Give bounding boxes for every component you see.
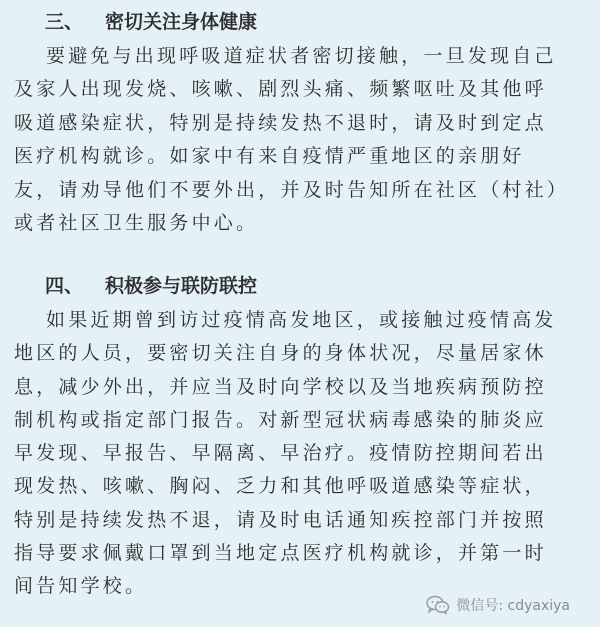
paragraph-line: 如果近期曾到访过疫情高发地区，或接触过疫情高发 — [46, 309, 557, 331]
paragraph-line: 息，减少外出，并应当及时向学校以及当地疾病预防控 — [14, 376, 547, 398]
paragraph-line: 友，请劝导他们不要外出，并及时告知所在社区（村社） — [14, 179, 570, 201]
paragraph-line: 制机构或指定部门报告。对新型冠状病毒感染的肺炎应 — [14, 409, 547, 431]
wechat-watermark — [426, 595, 570, 615]
paragraph-line: 现发热、咳嗽、胸闷、乏力和其他呼吸道感染等症状， — [14, 475, 547, 497]
paragraph-line: 医疗机构就诊。如家中有来自疫情严重地区的亲朋好 — [14, 145, 525, 167]
section-title: 密切关注身体健康 — [105, 11, 258, 33]
section-title: 积极参与联防联控 — [105, 275, 258, 297]
paragraph-line: 早发现、早报告、早隔离、早治疗。疫情防控期间若出 — [14, 442, 547, 464]
paragraph-line: 或者社区卫生服务中心。 — [14, 212, 259, 234]
paragraph-line: 指导要求佩戴口罩到当地定点医疗机构就诊，并第一时 — [14, 542, 547, 564]
section-heading-3 — [45, 9, 565, 35]
wechat-icon — [426, 595, 450, 615]
paragraph-line: 要避免与出现呼吸道症状者密切接触，一旦发现自己 — [46, 45, 557, 67]
section-number: 四、 — [45, 275, 84, 297]
paragraph-line: 特别是持续发热不退，请及时电话通知疾控部门并按照 — [14, 509, 547, 531]
section-heading-4 — [45, 273, 565, 299]
watermark-text: 微信号: cdyaxiya — [456, 598, 570, 614]
paragraph-line: 吸道感染症状，特别是持续发热不退时，请及时到定点 — [14, 112, 547, 134]
paragraph-line: 间告知学校。 — [14, 575, 148, 597]
paragraph-line: 地区的人员，要密切关注自身的身体状况，尽量居家休 — [14, 342, 547, 364]
paragraph-line: 及家人出现发烧、咳嗽、剧烈头痛、频繁呕吐及其他呼 — [14, 78, 547, 100]
section-number: 三、 — [45, 11, 84, 33]
